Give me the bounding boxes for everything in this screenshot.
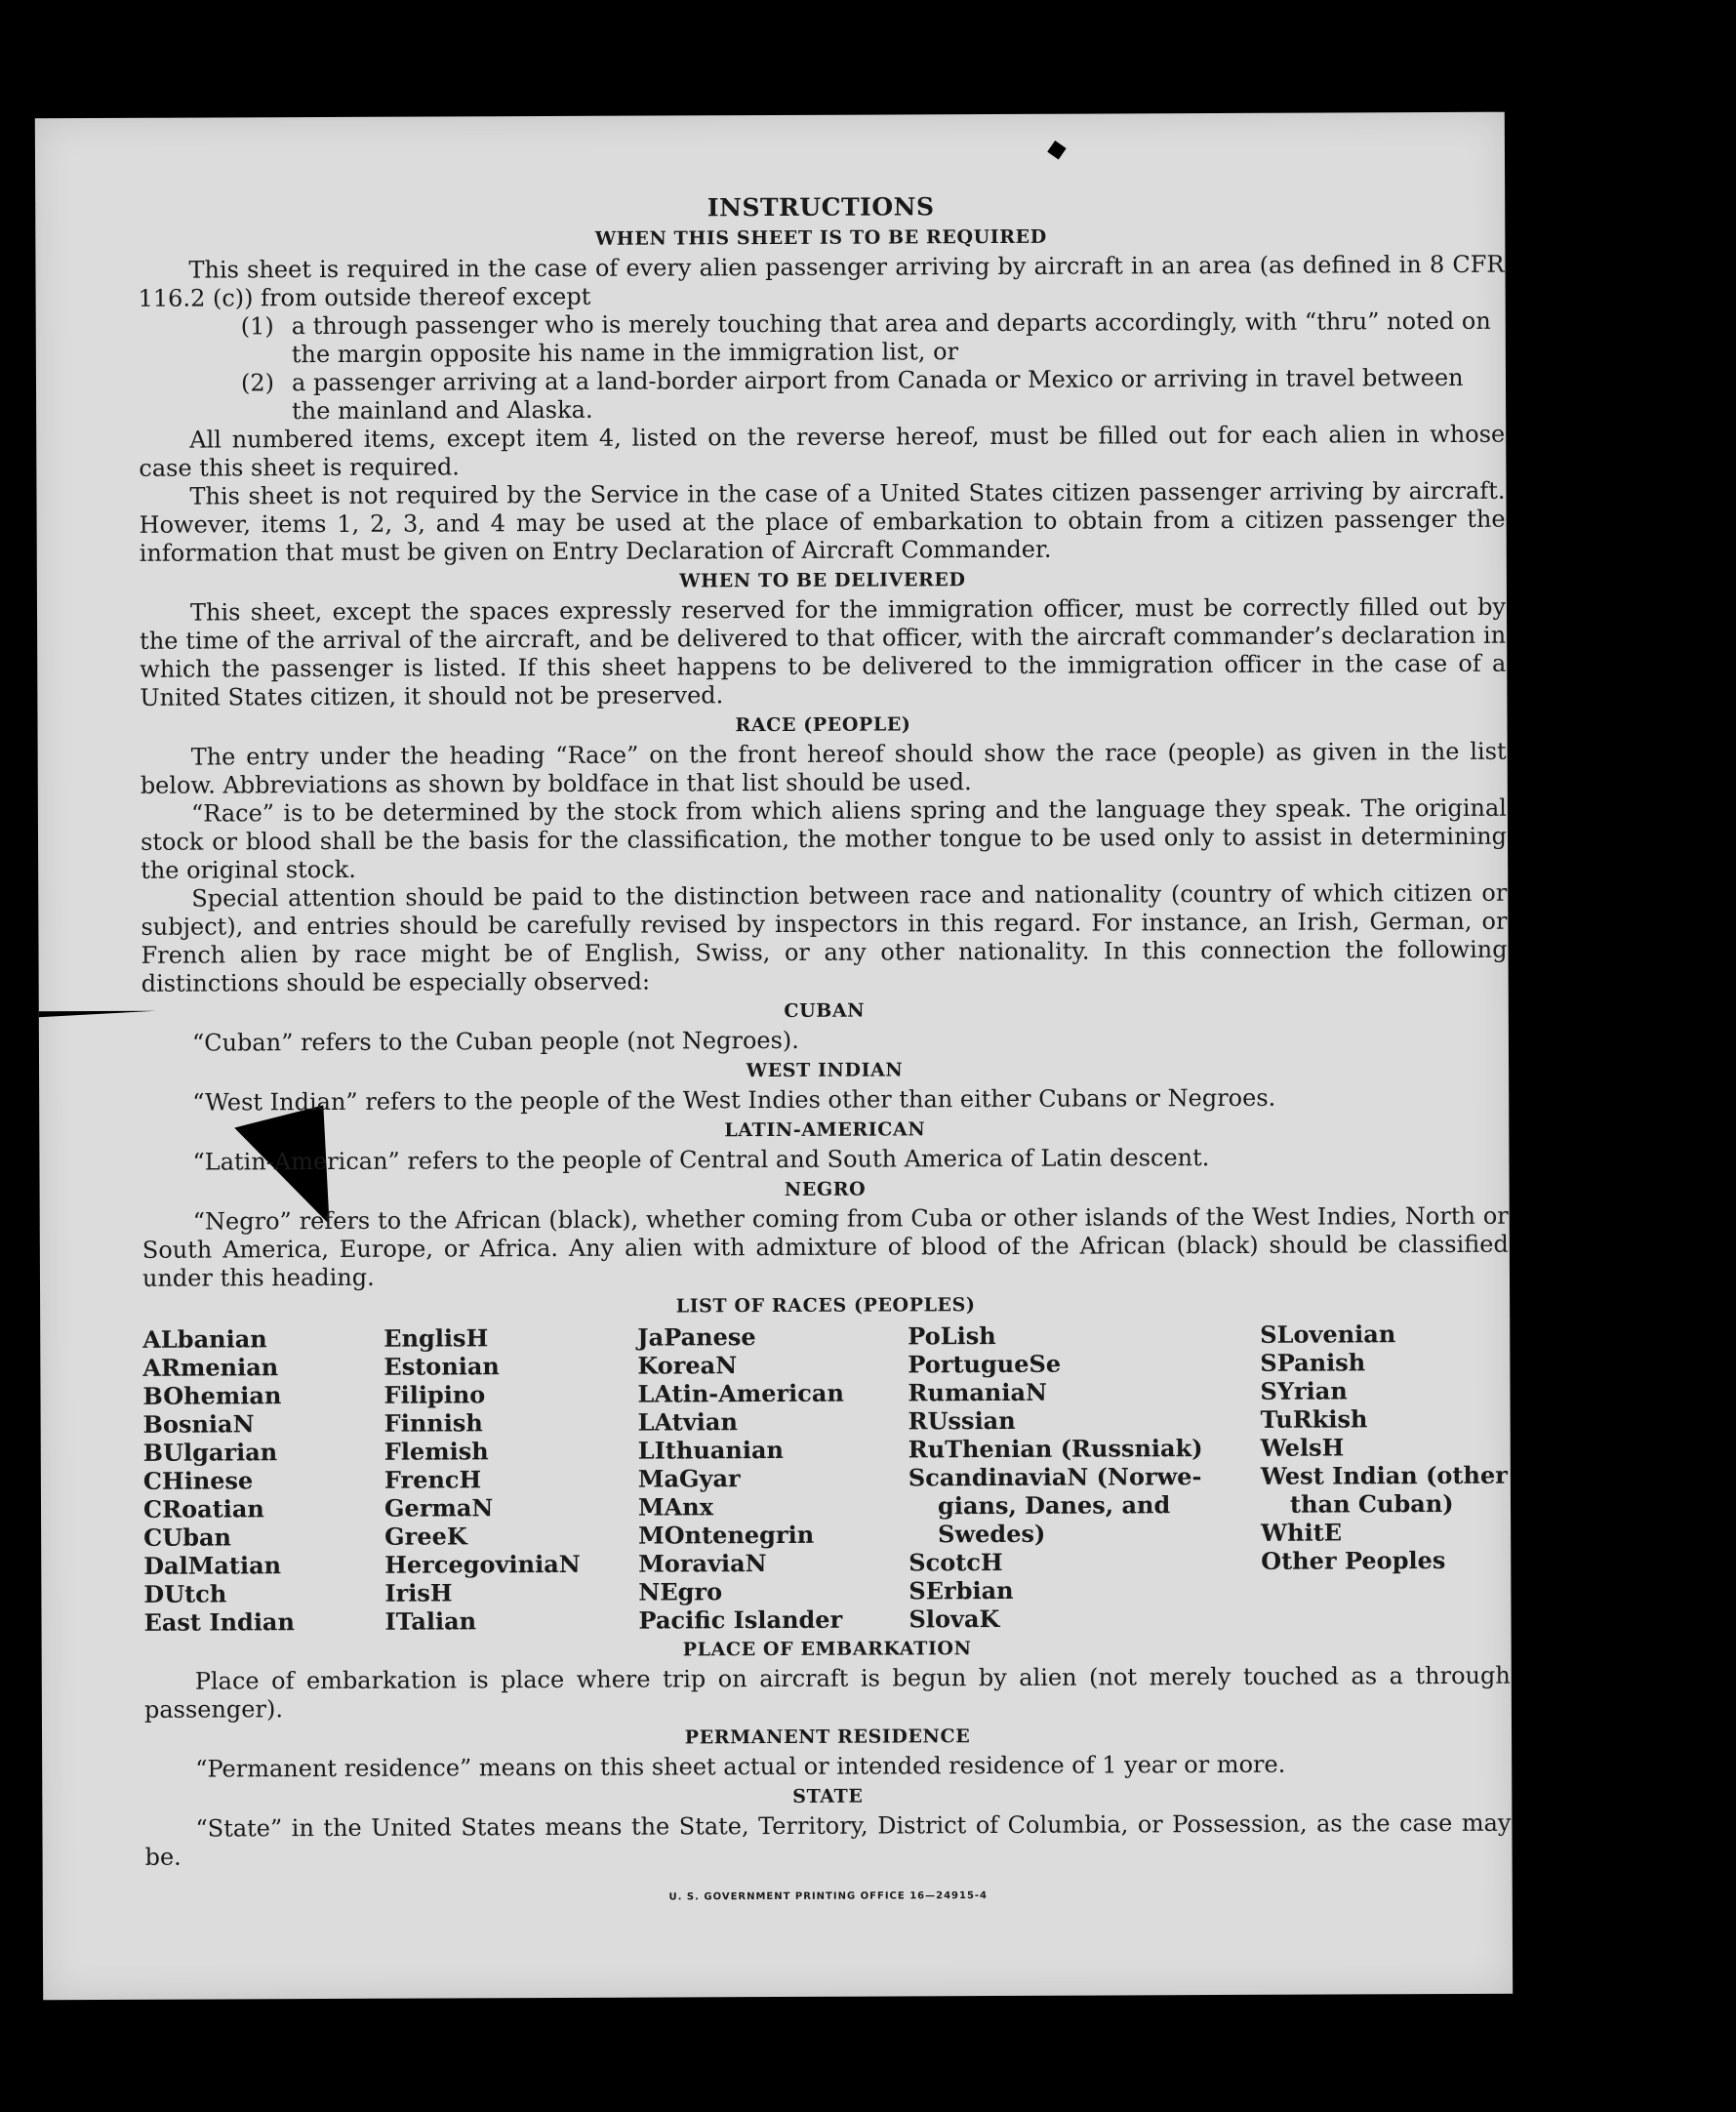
heading-when-delivered: WHEN TO BE DELIVERED bbox=[679, 569, 966, 592]
race-entry: RuThenian (Russniak) bbox=[908, 1434, 1203, 1464]
heading-when-required: WHEN THIS SHEET IS TO BE REQUIRED bbox=[594, 225, 1047, 250]
race-entry-continued: gians, Danes, and bbox=[937, 1490, 1171, 1521]
race-entry: GermaN bbox=[384, 1493, 494, 1523]
exception-number: (2) bbox=[240, 369, 275, 397]
race-entry: EnglisH bbox=[384, 1323, 489, 1353]
heading-latin-american: LATIN-AMERICAN bbox=[724, 1118, 926, 1142]
heading-list-of-races: LIST OF RACES (PEOPLES) bbox=[675, 1294, 976, 1318]
race-entry: ARmenian bbox=[142, 1353, 279, 1382]
races-column-4 bbox=[908, 1320, 1261, 1634]
race-entry: FrencH bbox=[384, 1465, 482, 1494]
races-column-5 bbox=[1260, 1320, 1510, 1632]
race-entry: BOhemian bbox=[142, 1381, 282, 1410]
race-entry-continued: Swedes) bbox=[938, 1519, 1046, 1549]
race-entry: SLovenian bbox=[1260, 1320, 1396, 1349]
heading-west-indian: WEST INDIAN bbox=[746, 1059, 904, 1082]
race-entry: PortugueSe bbox=[908, 1349, 1062, 1379]
race-entry: DalMatian bbox=[143, 1551, 282, 1580]
race-entry: BosniaN bbox=[142, 1409, 255, 1439]
document-sheet bbox=[35, 112, 1513, 2001]
races-column-2 bbox=[384, 1323, 638, 1636]
race-entry: CRoatian bbox=[142, 1494, 264, 1523]
race-entry: ScotcH bbox=[908, 1547, 1003, 1577]
race-entry: MAnx bbox=[637, 1492, 714, 1522]
race-entry-continued: than Cuban) bbox=[1289, 1488, 1454, 1519]
race-entry: East Indian bbox=[143, 1607, 295, 1637]
negro-definition: “Negro” refers to the African (black), whether coming from Cuba or other islands of the West Indies, North or South America, Europe, or Africa. Any alien with admixture of blood of the African (black) should be classified under this heading. bbox=[141, 1201, 1509, 1292]
cuban-definition: “Cuban” refers to the Cuban people (not Negroes). bbox=[191, 1026, 799, 1057]
race-entry: DUtch bbox=[143, 1579, 227, 1608]
race-entry: KoreaN bbox=[637, 1351, 738, 1380]
races-column-3 bbox=[637, 1321, 908, 1634]
race-entry: JaPanese bbox=[637, 1322, 756, 1352]
race-entry: Pacific Islander bbox=[638, 1604, 843, 1635]
when-required-intro: This sheet is required in the case of every alien passenger arriving by aircraft in an area (as defined in 8 CFR 116.2 (c)) from outside thereof except bbox=[138, 250, 1505, 312]
race-entry: WelsH bbox=[1260, 1433, 1345, 1462]
race-entry: SErbian bbox=[908, 1575, 1014, 1605]
race-entry: PoLish bbox=[908, 1321, 996, 1351]
race-entry: LIthuanian bbox=[637, 1435, 785, 1465]
race-entry: LAtvian bbox=[637, 1407, 738, 1437]
heading-cuban: CUBAN bbox=[784, 999, 866, 1022]
exception-text: a passenger arriving at a land-border airport from Canada or Mexico or arriving in travel between the mainland and Alaska. bbox=[291, 363, 1464, 426]
heading-negro: NEGRO bbox=[784, 1178, 867, 1200]
numbered-items-paragraph: All numbered items, except item 4, listed on the reverse hereof, must be filled out for each alien in whose case this sheet is required. bbox=[139, 420, 1506, 482]
race-entry: Flemish bbox=[384, 1437, 489, 1466]
delivery-paragraph: This sheet, except the spaces expressly reserved for the immigration officer, must be correctly filled out by the time of the arrival of the aircraft, and be delivered to that officer, with the aircraft commander’s declaration in which the passenger is listed. If this sheet happens to be delivered to the immigration officer in the case of a United States citizen, it should not be preserved. bbox=[140, 592, 1507, 711]
race-entry: LAtin-American bbox=[637, 1378, 844, 1408]
printing-office-footer: U. S. GOVERNMENT PRINTING OFFICE 16—24915-4 bbox=[668, 1890, 989, 1903]
heading-state: STATE bbox=[792, 1785, 864, 1807]
citizen-paragraph: This sheet is not required by the Service in the case of a United States citizen passenger arriving by aircraft. However, items 1, 2, 3, and 4 may be used at the place of embarkation to obtain from a citizen passenger the information that must be given on Entry Declaration of Aircraft Commander. bbox=[139, 476, 1506, 567]
exception-item-1 bbox=[139, 307, 1505, 370]
race-entry: ScandinaviaN (Norwe- bbox=[908, 1462, 1202, 1492]
race-paragraph-1: The entry under the heading “Race” on the front hereof should show the race (people) as given in the list below. Abbreviations as shown by boldface in that list should be used. bbox=[140, 737, 1507, 799]
race-entry: TuRkish bbox=[1260, 1404, 1368, 1434]
race-entry: WhitE bbox=[1261, 1518, 1343, 1547]
race-entry: Other Peoples bbox=[1261, 1546, 1446, 1575]
race-entry: SPanish bbox=[1260, 1348, 1366, 1377]
heading-permanent-residence: PERMANENT RESIDENCE bbox=[684, 1726, 971, 1749]
race-entry: Filipino bbox=[384, 1380, 486, 1409]
race-entry: NEgro bbox=[638, 1577, 723, 1606]
paper-tear bbox=[39, 1011, 156, 1018]
race-entry: BUlgarian bbox=[142, 1438, 278, 1467]
race-entry: Finnish bbox=[384, 1408, 483, 1438]
race-entry: GreeK bbox=[384, 1522, 467, 1551]
race-paragraph-2: “Race” is to be determined by the stock from which aliens spring and the language they speak. The original stock or blood shall be the basis for the classification, the mother tongue to be used only to assist in determining the original stock. bbox=[140, 793, 1508, 884]
race-entry: SYrian bbox=[1260, 1376, 1348, 1405]
race-entry: ALbanian bbox=[142, 1324, 267, 1354]
race-entry: ITalian bbox=[384, 1606, 477, 1636]
west-indian-definition: “West Indian” refers to the people of the West Indies other than either Cubans or Negroes. bbox=[192, 1083, 1276, 1117]
races-list bbox=[142, 1320, 1510, 1637]
race-entry: CHinese bbox=[142, 1466, 254, 1495]
race-entry: MaGyar bbox=[637, 1464, 741, 1493]
race-entry: MOntenegrin bbox=[638, 1520, 815, 1550]
heading-embarkation: PLACE OF EMBARKATION bbox=[682, 1638, 972, 1661]
race-entry: CUban bbox=[143, 1523, 232, 1552]
document-body bbox=[138, 190, 1512, 1914]
heading-race: RACE (PEOPLE) bbox=[735, 713, 911, 737]
race-entry: West Indian (other bbox=[1260, 1460, 1508, 1490]
residence-definition: “Permanent residence” means on this sheet actual or intended residence of 1 year or more. bbox=[195, 1750, 1286, 1783]
latin-american-definition: “Latin-American” refers to the people of Central and South America of Latin descent. bbox=[192, 1144, 1210, 1176]
race-entry: MoraviaN bbox=[638, 1549, 767, 1578]
race-entry: IrisH bbox=[384, 1578, 453, 1607]
embarkation-definition: Place of embarkation is place where trip on aircraft is begun by alien (not merely touched as a through passenger). bbox=[143, 1661, 1511, 1724]
race-entry: SlovaK bbox=[908, 1604, 1000, 1634]
race-entry: Estonian bbox=[384, 1352, 500, 1381]
state-definition: “State” in the United States means the State, Territory, District of Columbia, or Possession, as the case may be. bbox=[144, 1808, 1512, 1871]
exception-item-2 bbox=[139, 364, 1505, 426]
race-paragraph-3: Special attention should be paid to the distinction between race and nationality (country of which citizen or subject), and entries should be carefully revised by inspectors in this regard. For instance, an Irish, German, or French alien by race might be of English, Swiss, or any other nationality. In this connection the following distinctions should be especially observed: bbox=[141, 878, 1508, 997]
page-title: INSTRUCTIONS bbox=[707, 192, 935, 223]
race-entry: HercegoviniaN bbox=[384, 1549, 581, 1579]
exception-number: (1) bbox=[240, 312, 274, 341]
exception-text: a through passenger who is merely touching that area and departs accordingly, with “thru” noted on the margin opposite his name in the immigration list, or bbox=[291, 306, 1491, 369]
ink-mark bbox=[1047, 141, 1066, 159]
race-entry: RumaniaN bbox=[908, 1377, 1047, 1407]
race-entry: RUssian bbox=[908, 1405, 1016, 1436]
races-column-1 bbox=[142, 1324, 384, 1637]
